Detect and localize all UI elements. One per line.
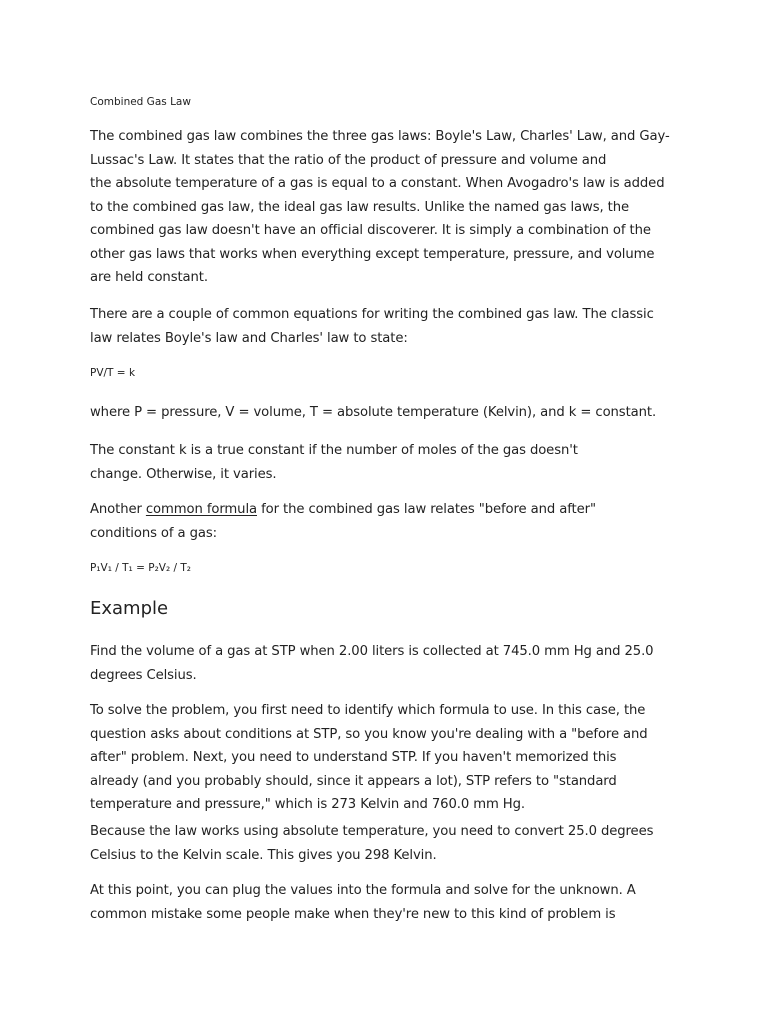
equation-classic [90,366,680,380]
text-before-link: Another [90,502,146,517]
paragraph-kelvin [90,820,680,867]
title-text: Combined Gas Law [90,96,191,108]
paragraph-line: There are a couple of common equations for writing the combined gas law. The classic [90,307,654,322]
paragraph-line [90,498,680,522]
paragraph-line: after" problem. Next, you need to understand STP. If you haven't memorized this [90,750,617,765]
paragraph-line: At this point, you can plug the values into the formula and solve for the unknown. A [90,883,636,898]
paragraph-solve-steps [90,699,680,817]
paragraph-line: degrees Celsius. [90,667,197,683]
paragraph-line: the absolute temperature of a gas is equal to a constant. When Avogadro's law is added [90,176,665,191]
paragraph-line: already (and you probably should, since it appears a lot), STP refers to "standard [90,773,617,789]
paragraph-line: conditions of a gas: [90,525,217,541]
paragraph-line: are held constant. [90,270,208,285]
paragraph-line: other gas laws that works when everything except temperature, pressure, and volume [90,246,655,262]
paragraph-constant [90,439,680,486]
document-title [90,95,680,109]
paragraph-line: Because the law works using absolute temperature, you need to convert 25.0 degrees [90,824,654,839]
equation-text: P₁V₁ / T₁ = P₂V₂ / T₂ [90,562,192,574]
paragraph-variables [90,401,680,425]
paragraph-line: common mistake some people make when they're new to this kind of problem is [90,906,616,922]
paragraph-line: change. Otherwise, it varies. [90,466,277,482]
paragraph-line: Find the volume of a gas at STP when 2.00 liters is collected at 745.0 mm Hg and 25.0 [90,644,654,659]
paragraph-line: law relates Boyle's law and Charles' law to state: [90,330,408,346]
paragraph-line: where P = pressure, V = volume, T = absolute temperature (Kelvin), and k = constant. [90,405,657,420]
paragraph-line: The constant k is a true constant if the number of moles of the gas doesn't [90,443,578,458]
equation-before-after [90,561,680,575]
heading-text: Example [90,598,169,619]
equation-text: PV/T = k [90,367,136,379]
paragraph-line: Lussac's Law. It states that the ratio of the product of pressure and volume and [90,152,607,168]
paragraph-another-formula [90,498,680,545]
paragraph-line: combined gas law doesn't have an official discoverer. It is simply a combination of the [90,223,651,238]
paragraph-line: question asks about conditions at STP, so you know you're dealing with a "before and [90,726,648,742]
paragraph-line: To solve the problem, you first need to identify which formula to use. In this case, the [90,703,646,718]
paragraph-line: to the combined gas law, the ideal gas law results. Unlike the named gas laws, the [90,199,629,215]
paragraph-plug-values [90,879,680,926]
paragraph-line: temperature and pressure," which is 273 Kelvin and 760.0 mm Hg. [90,797,525,812]
paragraph-equations-intro [90,303,680,350]
paragraph-example-problem [90,640,680,687]
common-formula-link[interactable]: common formula [145,502,257,517]
paragraph-line: Celsius to the Kelvin scale. This gives you 298 Kelvin. [90,847,437,863]
paragraph-intro [90,125,680,290]
example-section-heading [90,597,680,621]
paragraph-line: The combined gas law combines the three gas laws: Boyle's Law, Charles' Law, and Gay- [90,129,670,144]
text-after-link: for the combined gas law relates "before and after" [257,502,596,517]
